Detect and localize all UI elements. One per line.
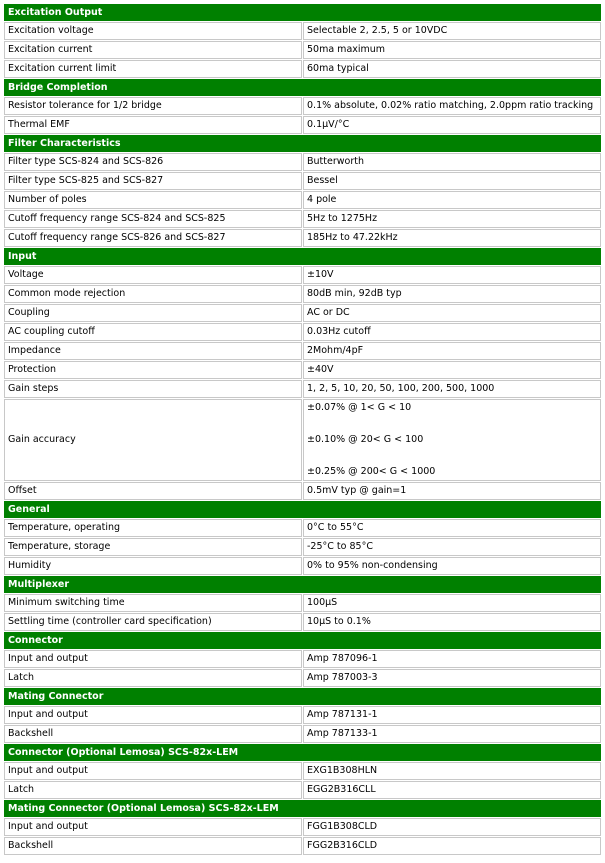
spec-label: Settling time (controller card specification) (4, 613, 302, 631)
spec-label: Cutoff frequency range SCS-824 and SCS-825 (4, 210, 302, 228)
spec-label: Filter type SCS-824 and SCS-826 (4, 153, 302, 171)
spec-row (4, 153, 601, 171)
spec-label: Filter type SCS-825 and SCS-827 (4, 172, 302, 190)
section-header (4, 632, 601, 649)
spec-value: 1, 2, 5, 10, 20, 50, 100, 200, 500, 1000 (303, 380, 601, 398)
spec-row (4, 304, 601, 322)
spec-value: ±40V (303, 361, 601, 379)
spec-row (4, 613, 601, 631)
spec-value-line: ±0.25% @ 200< G < 1000 (307, 466, 436, 477)
section-title: Mating Connector (Optional Lemosa) SCS-82x-LEM (4, 800, 601, 817)
spec-row (4, 669, 601, 687)
spec-row (4, 116, 601, 134)
spec-label: Humidity (4, 557, 302, 575)
spec-label: Temperature, storage (4, 538, 302, 556)
spec-label: Backshell (4, 837, 302, 855)
spec-label: Input and output (4, 818, 302, 836)
section-title: General (4, 501, 601, 518)
spec-value: Amp 787003-3 (303, 669, 601, 687)
spec-label: Thermal EMF (4, 116, 302, 134)
spec-value: Butterworth (303, 153, 601, 171)
spec-row (4, 519, 601, 537)
spec-value: 5Hz to 1275Hz (303, 210, 601, 228)
spec-row (4, 191, 601, 209)
spec-row (4, 399, 601, 481)
section-title: Bridge Completion (4, 79, 601, 96)
spec-row (4, 342, 601, 360)
spec-row (4, 41, 601, 59)
section-title: Input (4, 248, 601, 265)
spec-value: Amp 787131-1 (303, 706, 601, 724)
spec-value: 2Mohm/4pF (303, 342, 601, 360)
spec-row (4, 229, 601, 247)
spec-label: Minimum switching time (4, 594, 302, 612)
spec-row (4, 97, 601, 115)
spec-label: Latch (4, 669, 302, 687)
spec-row (4, 706, 601, 724)
spec-label: Backshell (4, 725, 302, 743)
spec-value: Bessel (303, 172, 601, 190)
section-header (4, 800, 601, 817)
spec-label: Cutoff frequency range SCS-826 and SCS-827 (4, 229, 302, 247)
spec-value: AC or DC (303, 304, 601, 322)
spec-row (4, 210, 601, 228)
section-header (4, 248, 601, 265)
spec-label: Coupling (4, 304, 302, 322)
spec-row (4, 762, 601, 780)
spec-row (4, 725, 601, 743)
spec-value: EXG1B308HLN (303, 762, 601, 780)
spec-row (4, 22, 601, 40)
spec-value: 0.1µV/°C (303, 116, 601, 134)
spec-label: Gain accuracy (4, 399, 302, 481)
spec-label: Protection (4, 361, 302, 379)
section-title: Connector (Optional Lemosa) SCS-82x-LEM (4, 744, 601, 761)
spec-label: Input and output (4, 706, 302, 724)
spec-label: Input and output (4, 650, 302, 668)
spec-label: Number of poles (4, 191, 302, 209)
spec-row (4, 650, 601, 668)
section-title: Excitation Output (4, 4, 601, 21)
spec-label: Input and output (4, 762, 302, 780)
spec-row (4, 781, 601, 799)
section-header (4, 4, 601, 21)
spec-row (4, 361, 601, 379)
section-header (4, 744, 601, 761)
section-header (4, 688, 601, 705)
spec-label: Temperature, operating (4, 519, 302, 537)
spec-label: Latch (4, 781, 302, 799)
spec-value (303, 399, 601, 481)
section-title: Connector (4, 632, 601, 649)
section-title: Mating Connector (4, 688, 601, 705)
spec-value: 0.1% absolute, 0.02% ratio matching, 2.0ppm ratio tracking (303, 97, 601, 115)
spec-value: 0.5mV typ @ gain=1 (303, 482, 601, 500)
spec-value-line: ±0.07% @ 1< G < 10 (307, 402, 412, 413)
spec-row (4, 285, 601, 303)
spec-label: Excitation current limit (4, 60, 302, 78)
spec-value: EGG2B316CLL (303, 781, 601, 799)
spec-label: Excitation voltage (4, 22, 302, 40)
spec-row (4, 837, 601, 855)
spec-value-line: ±0.10% @ 20< G < 100 (307, 434, 424, 445)
spec-value: Amp 787096-1 (303, 650, 601, 668)
spec-value: 4 pole (303, 191, 601, 209)
spec-row (4, 323, 601, 341)
spec-row (4, 380, 601, 398)
section-header (4, 79, 601, 96)
spec-value: 0% to 95% non-condensing (303, 557, 601, 575)
section-header (4, 576, 601, 593)
spec-label: Resistor tolerance for 1/2 bridge (4, 97, 302, 115)
spec-value: 80dB min, 92dB typ (303, 285, 601, 303)
spec-value: Amp 787133-1 (303, 725, 601, 743)
spec-label: AC coupling cutoff (4, 323, 302, 341)
spec-row (4, 482, 601, 500)
spec-value: Selectable 2, 2.5, 5 or 10VDC (303, 22, 601, 40)
spec-value: 100µS (303, 594, 601, 612)
spec-value: 10µS to 0.1% (303, 613, 601, 631)
spec-value: 0°C to 55°C (303, 519, 601, 537)
specifications-body (4, 4, 601, 855)
section-header (4, 501, 601, 518)
spec-value: FGG2B316CLD (303, 837, 601, 855)
spec-value: 0.03Hz cutoff (303, 323, 601, 341)
spec-row (4, 557, 601, 575)
spec-row (4, 818, 601, 836)
spec-row (4, 594, 601, 612)
spec-label: Common mode rejection (4, 285, 302, 303)
spec-value: 50ma maximum (303, 41, 601, 59)
spec-value: 185Hz to 47.22kHz (303, 229, 601, 247)
spec-value: FGG1B308CLD (303, 818, 601, 836)
spec-row (4, 266, 601, 284)
section-title: Multiplexer (4, 576, 601, 593)
spec-row (4, 172, 601, 190)
spec-value: ±10V (303, 266, 601, 284)
spec-label: Gain steps (4, 380, 302, 398)
spec-label: Voltage (4, 266, 302, 284)
spec-value: -25°C to 85°C (303, 538, 601, 556)
spec-row (4, 60, 601, 78)
specifications-table (3, 3, 602, 856)
spec-row (4, 538, 601, 556)
spec-label: Impedance (4, 342, 302, 360)
section-title: Filter Characteristics (4, 135, 601, 152)
spec-label: Offset (4, 482, 302, 500)
section-header (4, 135, 601, 152)
spec-label: Excitation current (4, 41, 302, 59)
spec-value: 60ma typical (303, 60, 601, 78)
